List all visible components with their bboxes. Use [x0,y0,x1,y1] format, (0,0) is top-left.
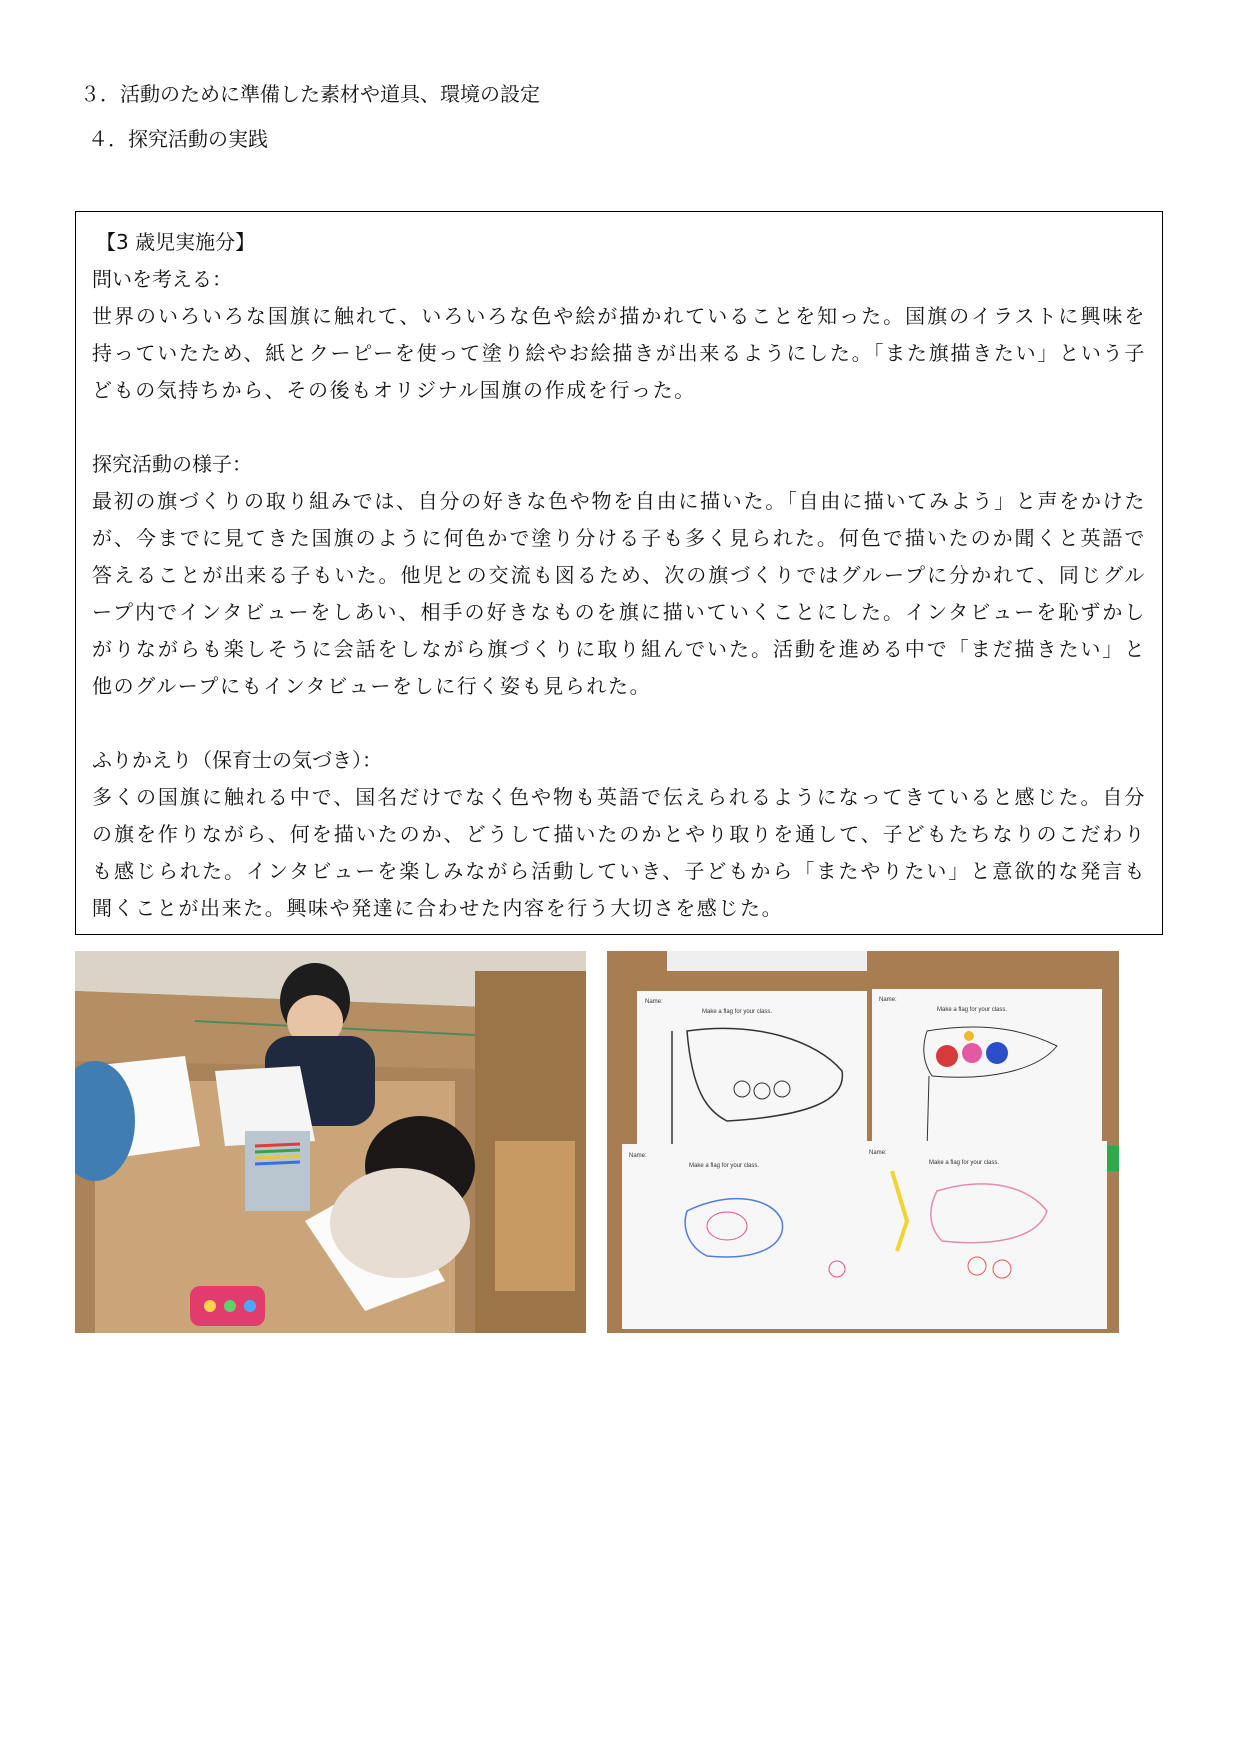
question-body: 世界のいろいろな国旗に触れて、いろいろな色や絵が描かれていることを知った。国旗のイラストに興味を持っていたため、紙とクーピーを使って塗り絵やお絵描きが出来るようにした。「また旗描きたい」という子どもの気持ちから、その後もオリジナル国旗の作成を行った。 [92,304,1146,402]
age-group-tag: 【3 歳児実施分】 [96,230,256,254]
sheet4-header: Make a flag for your class. [929,1160,1000,1166]
practice-report-box [75,211,1163,935]
reflection-title: ふりかえり（保育士の気づき）： [92,748,382,772]
question-title: 問いを考える： [92,267,232,291]
reflection-body: 多くの国旗に触れる中で、国名だけでなく色や物も英語で伝えられるようになってきていると感じた。自分の旗を作りながら、何を描いたのか、どうして描いたのかとやり取りを通して、子どもたちなりのこだわりも感じられた。インタビューを楽しみながら活動していき、子どもから「またやりたい」と意欲的な発言も聞くことが出来た。興味や発達に合わせた内容を行う大切さを感じた。 [92,785,1146,920]
sheet3-header: Make a flag for your class. [689,1163,760,1169]
sheet4-name-label: Name: [869,1150,887,1156]
sheet2-name-label: Name: [879,997,897,1003]
sheet2-header: Make a flag for your class. [937,1007,1008,1013]
section-4-heading: ４．探究活動の実践 [88,127,268,151]
sheet1-header: Make a flag for your class. [702,1009,773,1015]
sheet1-name-label: Name: [645,999,663,1005]
sheet3-name-label: Name: [629,1153,647,1159]
section-3-heading: ３．活動のために準備した素材や道具、環境の設定 [80,82,540,106]
flag-worksheets-photo [607,951,1119,1333]
children-drawing-photo [75,951,586,1333]
activity-body: 最初の旗づくりの取り組みでは、自分の好きな色や物を自由に描いた。「自由に描いてみよう」と声をかけたが、今までに見てきた国旗のように何色かで塗り分ける子も多く見られた。何色で描いたのか聞くと英語で答えることが出来る子もいた。他児との交流も図るため、次の旗づくりではグループに分かれて、同じグループ内でインタビューをしあい、相手の好きなものを旗に描いていくことにした。インタビューを恥ずかしがりながらも楽しそうに会話をしながら旗づくりに取り組んでいた。活動を進める中で「まだ描きたい」と他のグループにもインタビューをしに行く姿も見られた。 [92,489,1146,698]
activity-title: 探究活動の様子： [92,452,252,476]
